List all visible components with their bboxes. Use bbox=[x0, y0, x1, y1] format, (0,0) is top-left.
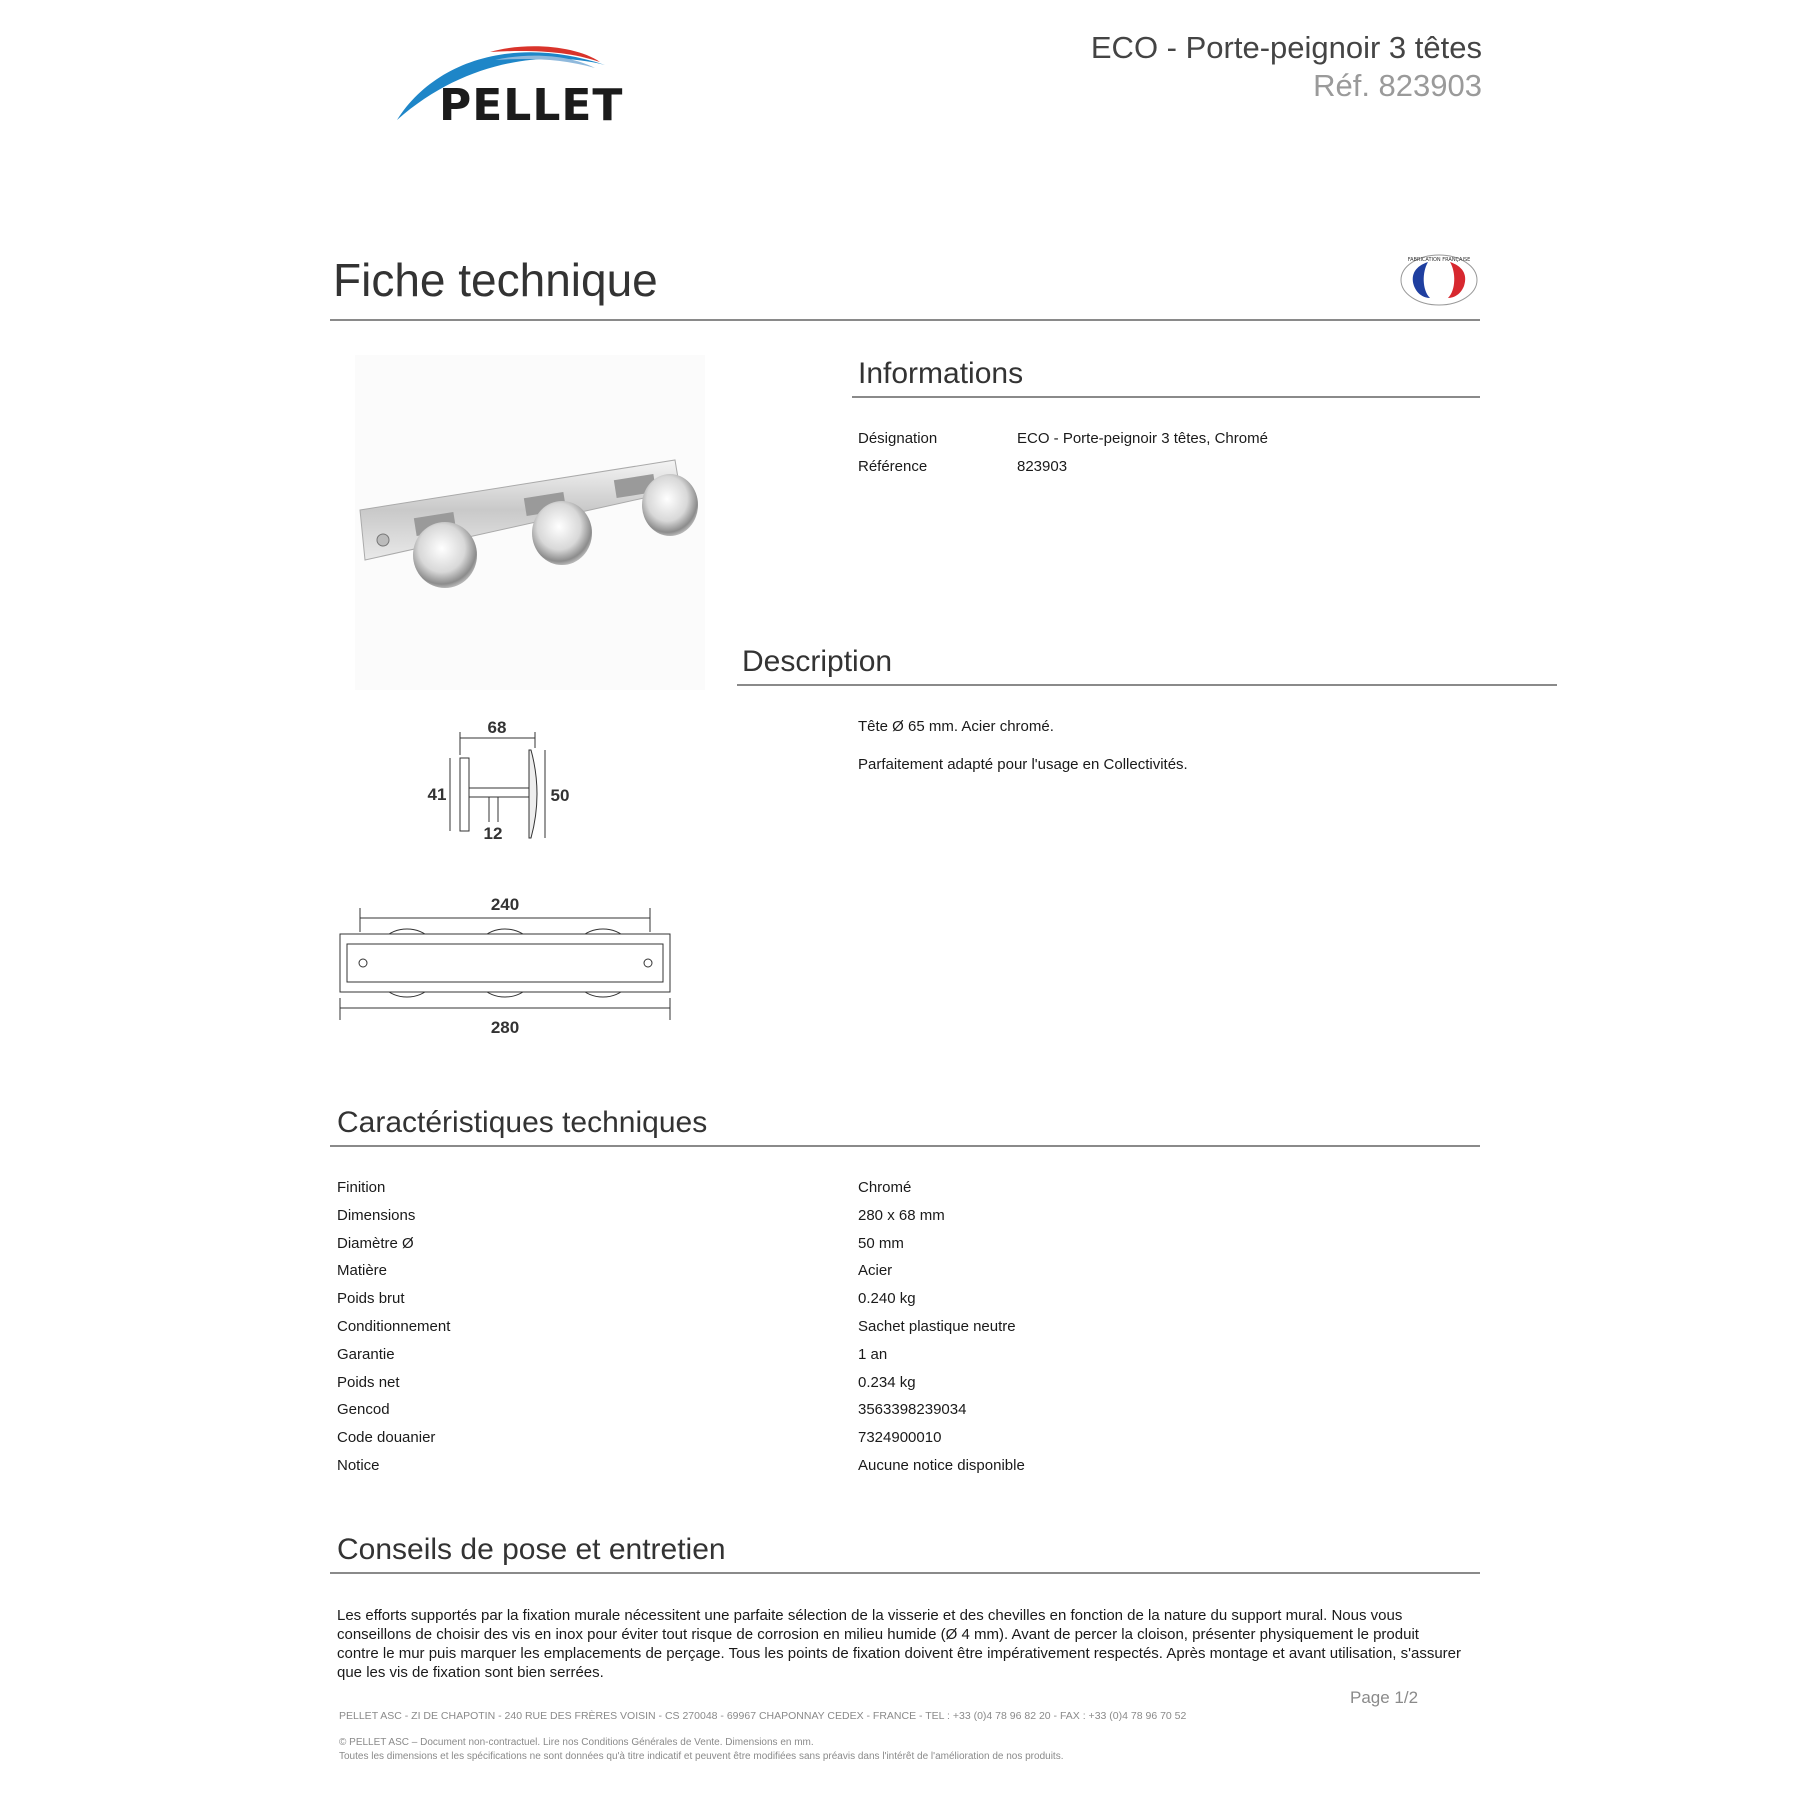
page-number: Page 1/2 bbox=[1350, 1688, 1419, 1707]
spec-label: Diamètre Ø bbox=[337, 1235, 414, 1252]
conseils-line: Les efforts supportés par la fixation murale nécessitent une parfaite sélection de la visserie et des chevilles en fonction de la nature du support mural. Nous vous bbox=[337, 1607, 1403, 1624]
spec-value: Chromé bbox=[858, 1179, 912, 1196]
conseils-paragraph bbox=[337, 1606, 1487, 1682]
spec-value: 3563398239034 bbox=[858, 1401, 967, 1418]
informations-heading: Informations bbox=[858, 357, 1024, 390]
dim-68: 68 bbox=[487, 718, 507, 737]
conseils-heading: Conseils de pose et entretien bbox=[337, 1533, 726, 1566]
dim-50: 50 bbox=[550, 786, 570, 805]
dim-280: 280 bbox=[490, 1018, 520, 1037]
spec-label: Code douanier bbox=[337, 1429, 436, 1446]
spec-label: Matière bbox=[337, 1262, 388, 1279]
description-heading: Description bbox=[742, 645, 893, 678]
caracteristiques-divider bbox=[330, 1145, 1480, 1147]
caracteristiques-heading: Caractéristiques techniques bbox=[337, 1106, 708, 1139]
logo-text: PELLET bbox=[439, 80, 624, 131]
info-value-reference: 823903 bbox=[1017, 458, 1068, 475]
dim-12: 12 bbox=[483, 824, 503, 843]
spec-value: Aucune notice disponible bbox=[858, 1457, 1025, 1474]
pellet-logo bbox=[395, 40, 635, 130]
footer-address: PELLET ASC - ZI DE CHAPOTIN - 240 RUE DES FRÈRES VOISIN - CS 270048 - 69967 CHAPONNAY CEDEX - FRANCE - TEL : +33 (0)4 78 96 82 20 - FAX : +33 (0)4 78 96 70 52 bbox=[339, 1710, 1187, 1722]
spec-value: Sachet plastique neutre bbox=[858, 1318, 1016, 1335]
spec-value: 50 mm bbox=[858, 1235, 904, 1252]
spec-label: Finition bbox=[337, 1179, 386, 1196]
info-label-reference: Référence bbox=[858, 458, 928, 475]
description-line-1: Tête Ø 65 mm. Acier chromé. bbox=[858, 718, 1054, 735]
conseils-divider bbox=[330, 1572, 1480, 1574]
dim-41: 41 bbox=[427, 785, 447, 804]
description-divider bbox=[737, 684, 1557, 686]
informations-divider bbox=[852, 396, 1480, 398]
info-label-designation: Désignation bbox=[858, 430, 938, 447]
spec-label: Garantie bbox=[337, 1346, 395, 1363]
spec-value: 1 an bbox=[858, 1346, 888, 1363]
spec-value: Acier bbox=[858, 1262, 893, 1279]
conseils-line: conseillons de choisir des vis en inox pour éviter tout risque de corrosion en milieu humide (Ø 4 mm). Avant de percer la cloison, présenter physiquement le produit bbox=[337, 1626, 1419, 1643]
conseils-line: contre le mur puis marquer les emplacements de perçage. Tous les points de fixation doivent être impérativement respectés. Après montage et avant utilisation, s'assurer bbox=[337, 1645, 1461, 1662]
info-value-designation: ECO - Porte-peignoir 3 têtes, Chromé bbox=[1017, 430, 1268, 447]
spec-value: 0.240 kg bbox=[858, 1290, 916, 1307]
spec-label: Conditionnement bbox=[337, 1318, 451, 1335]
title-divider bbox=[330, 319, 1480, 321]
footer-legal-1: © PELLET ASC – Document non-contractuel. Lire nos Conditions Générales de Vente. Dimensions en mm. bbox=[339, 1737, 814, 1748]
spec-label: Poids net bbox=[337, 1374, 400, 1391]
spec-label: Dimensions bbox=[337, 1207, 416, 1224]
description-line-2: Parfaitement adapté pour l'usage en Collectivités. bbox=[858, 756, 1188, 773]
technical-drawing bbox=[335, 710, 675, 1040]
product-photo bbox=[355, 355, 705, 690]
spec-label: Poids brut bbox=[337, 1290, 405, 1307]
spec-value: 7324900010 bbox=[858, 1429, 942, 1446]
conseils-line: que les vis de fixation sont bien serrées. bbox=[337, 1664, 604, 1681]
header-product-title: ECO - Porte-peignoir 3 têtes bbox=[1090, 30, 1482, 65]
header-reference: Réf. 823903 bbox=[1313, 68, 1482, 103]
french-flag-icon bbox=[1398, 252, 1480, 308]
page-title: Fiche technique bbox=[333, 254, 658, 306]
spec-label: Notice bbox=[337, 1457, 380, 1474]
spec-value: 280 x 68 mm bbox=[858, 1207, 945, 1224]
footer-legal-2: Toutes les dimensions et les spécifications ne sont données qu'à titre indicatif et peuvent être modifiées sans préavis dans l'intérêt de l'amélioration de nos produits. bbox=[339, 1751, 1064, 1762]
badge-text: FABRICATION FRANÇAISE bbox=[1407, 257, 1471, 263]
spec-label: Gencod bbox=[337, 1401, 390, 1418]
dim-240: 240 bbox=[490, 895, 520, 914]
spec-value: 0.234 kg bbox=[858, 1374, 916, 1391]
fabrication-francaise-badge bbox=[1398, 252, 1480, 308]
